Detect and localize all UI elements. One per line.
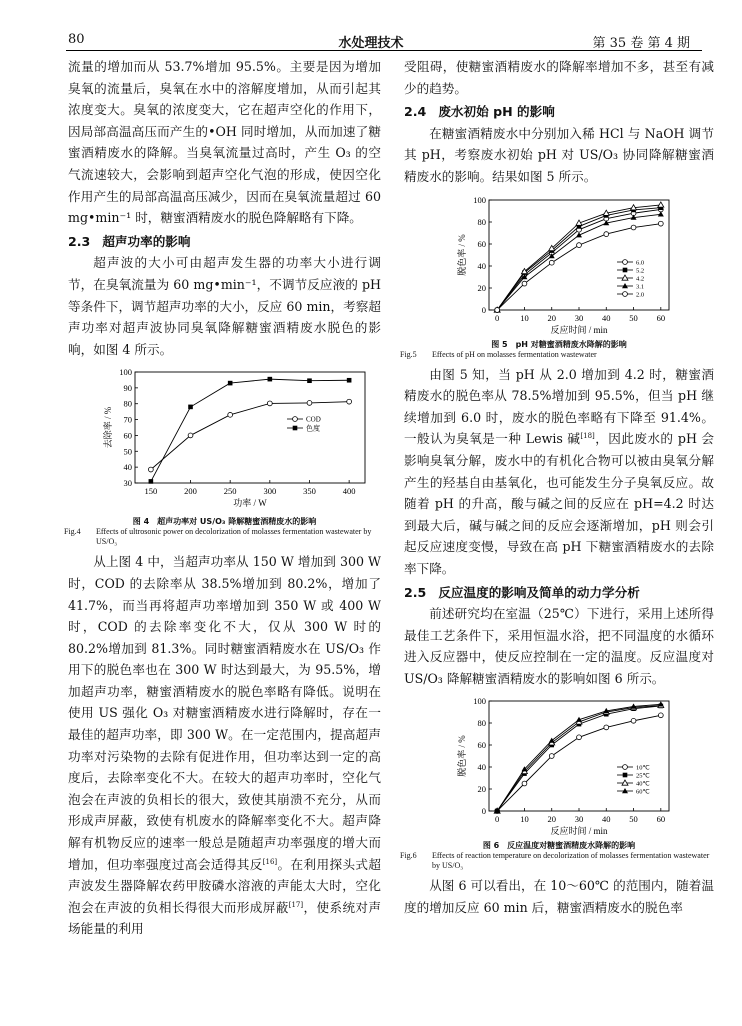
data-point (267, 377, 272, 382)
data-point (307, 379, 312, 384)
x-axis-label: 反应时间 / min (550, 324, 608, 335)
legend-label: 4.2 (636, 275, 645, 283)
data-point (227, 381, 232, 386)
x-axis-label: 功率 / W (232, 498, 267, 509)
data-point (604, 231, 609, 236)
left-column (64, 56, 382, 940)
text-run: ，因此废水的 pH 会影响臭氧分解，废水中的有机化合物可以被由臭氧分解产生的羟基自由基氧化，也可能发生分子臭氧反应。故随着 pH 的升高，酸与碱之间的反应在 pH=4.2 时达到最大后，碱与碱之间的反应会逐渐增加，pH 则会引起反应速度变慢，导致在高 pH 下糖蜜酒精废水的去除率下降。 (404, 431, 714, 576)
text-run: 由图 5 知，当 pH 从 2.0 增加到 4.2 时，糖蜜酒精废水的脱色率从 78.5%增加到 95.5%，但当 pH 继续增加到 6.0 时，废水的脱色率略有下降至 91.4%。一般认为臭氧是一种 Lewis 碱 (404, 366, 714, 447)
data-point (658, 713, 663, 718)
y-tick-label: 80 (477, 216, 486, 227)
y-tick-label: 70 (123, 414, 132, 425)
plot-frame (135, 372, 365, 483)
y-axis-label: 脱色率 / % (457, 233, 467, 276)
data-point (577, 242, 582, 247)
legend-label: 40℃ (636, 780, 650, 788)
data-point (658, 211, 664, 216)
page-number: 80 (68, 32, 85, 47)
data-point (631, 225, 636, 230)
data-point (549, 260, 554, 265)
legend-label: 25℃ (636, 772, 650, 780)
y-tick-label: 50 (123, 446, 132, 457)
y-tick-label: 40 (477, 260, 486, 271)
data-point (522, 782, 527, 787)
section-number: 2.4 (404, 104, 427, 120)
header-rule (66, 50, 702, 51)
data-point (522, 281, 527, 286)
y-tick-label: 100 (473, 696, 486, 707)
legend-label: 5.2 (636, 267, 645, 275)
section-heading (68, 231, 381, 253)
data-point (658, 221, 663, 226)
data-point (188, 405, 193, 410)
x-tick-label: 0 (495, 814, 500, 825)
citation: [16] (262, 857, 278, 866)
x-tick-label: 40 (602, 814, 611, 825)
x-tick-label: 10 (520, 814, 529, 825)
legend-label: 6.0 (636, 259, 645, 267)
section-number: 2.5 (404, 584, 427, 600)
x-tick-label: 60 (656, 814, 666, 825)
x-tick-label: 10 (520, 312, 529, 323)
y-tick-label: 20 (477, 282, 486, 293)
paragraph: 流量的增加而从 53.7%增加 95.5%。主要是因为增加臭氧的流量后，臭氧在水中的溶解度增加，从而引起其浓度变大。臭氧的浓度变大，它在超声空化的作用下，因局部高温高压而产生的•OH 同时增加，从而加速了糖蜜酒精废水的降解。当臭氧流量过高时，产生 O₃ 的空气流速较大，会影响到超声空化气泡的形成，使因空化作用产生的局部高温高压减少，因而在臭氧流量超过 60 mg•min⁻¹ 时，糖蜜酒精废水的脱色降解略有下降。 (68, 59, 381, 226)
data-point (148, 467, 153, 472)
legend-marker (623, 259, 628, 264)
citation: [18] (580, 432, 595, 441)
x-tick-label: 30 (574, 312, 584, 323)
y-tick-label: 100 (473, 194, 486, 205)
x-tick-label: 250 (223, 486, 237, 497)
figure-caption-en-text: Effects of ultrosonic power on decolorization of molasses fermentation wastewater by US/O₃ (96, 527, 372, 547)
x-tick-label: 400 (342, 486, 356, 497)
figure-caption-cn: 图 6 反应温度对糖蜜酒精废水降解的影响 (482, 841, 636, 851)
figure-caption-en-text: Effects of pH on molasses fermentation wastewater (432, 349, 597, 359)
right-column (400, 56, 714, 919)
x-tick-label: 40 (602, 312, 611, 323)
x-tick-label: 20 (547, 814, 556, 825)
legend-marker (623, 765, 628, 770)
x-tick-label: 300 (262, 486, 276, 497)
figure-label: Fig.5 (400, 349, 417, 359)
data-point (188, 433, 193, 438)
data-point (346, 378, 351, 383)
volume-issue: 第 35 卷 第 4 期 (592, 36, 690, 51)
data-point (604, 725, 609, 730)
y-tick-label: 60 (123, 430, 132, 441)
data-point (148, 479, 153, 484)
figure-5-chart (439, 194, 679, 339)
data-point (227, 413, 232, 418)
y-tick-label: 90 (123, 383, 132, 394)
figure-4-chart (75, 366, 375, 516)
section-title: 废水初始 pH 的影响 (438, 104, 555, 120)
y-tick-label: 80 (477, 718, 486, 729)
x-axis-label: 反应时间 / min (550, 826, 608, 837)
section-title: 反应温度的影响及简单的动力学分析 (438, 584, 640, 600)
figure-6-chart (439, 695, 679, 840)
data-point (346, 400, 351, 405)
text-run: ，使系统对声场能量的利用 (68, 899, 382, 937)
y-tick-label: 40 (477, 762, 486, 773)
data-point (577, 735, 582, 740)
legend-marker (622, 780, 628, 785)
y-tick-label: 100 (118, 367, 132, 378)
paragraph: 超声波的大小可由超声发生器的功率大小进行调节，在臭氧流量为 60 mg•min⁻¹，不调节反应液的 pH 等条件下，调节超声功率的大小，反应 60 min，考察超声功率对超声波协同臭氧降解糖蜜酒精废水脱色的影响，如图 4 所示。 (68, 255, 381, 357)
legend-marker (623, 291, 628, 296)
data-point (549, 754, 554, 759)
journal-title: 水处理技术 (338, 36, 404, 51)
figure-4 (64, 366, 381, 547)
x-tick-label: 30 (574, 814, 584, 825)
data-point (267, 401, 272, 406)
figure-label: Fig.4 (64, 527, 81, 537)
y-tick-label: 80 (123, 399, 132, 410)
figure-caption-en (400, 851, 714, 871)
legend-label: COD (305, 415, 321, 424)
y-axis-label: 脱色率 / % (457, 735, 467, 778)
figure-caption-en (400, 349, 714, 360)
legend-marker (622, 788, 628, 793)
text-run: 从上图 4 中，当超声功率从 150 W 增加到 300 W 时，COD 的去除率从 38.5%增加到 80.2%，增加了 41.7%，而当再将超声功率增加到 350 W 或 400 W 时，COD 的去除率变化不大，仅从 300 W 时的 80.2%增加到 81.3%。同时糖蜜酒精废水在 US/O₃ 作用下的脱色率也在 300 W 时达到最大，为 95.5%，增加超声功率，糖蜜酒精废水的脱色率略有降低。说明在使用 US 强化 O₃ 对糖蜜酒精废水进行降解时，存在一最佳的超声功率，即 300 W。在一定范围内，提高超声功率对污染物的去除有促进作用，但功率达到一定的高度后，去除率变化不大。在较大的超声功率时，空化气泡会在声波的负相长的很大，致使其崩溃不充分，从而形成声屏蔽，致使有机废水的降解率变化不大。超声降解有机物反应的速率一般总是随超声功率强度的增大而增加，但功率强度过高会适得其反 (68, 554, 381, 872)
figure-caption-cn: 图 4 超声功率对 US/O₃ 降解糖蜜酒精废水的影响 (132, 517, 317, 527)
figure-caption-cn: 图 5 pH 对糖蜜酒精废水降解的影响 (491, 339, 627, 349)
y-tick-label: 0 (481, 806, 486, 817)
data-point (631, 719, 636, 724)
y-tick-label: 40 (123, 462, 132, 473)
legend-marker (623, 773, 628, 778)
data-point (549, 738, 555, 743)
data-point (307, 401, 312, 406)
x-tick-label: 60 (656, 312, 666, 323)
figure-6 (400, 695, 714, 871)
data-point (658, 202, 664, 207)
legend-marker (292, 417, 297, 422)
section-heading (404, 582, 714, 604)
series-line (497, 716, 661, 812)
y-tick-label: 60 (477, 238, 486, 249)
x-tick-label: 0 (495, 312, 500, 323)
legend-marker (623, 267, 628, 272)
y-axis-label: 去除率 / % (102, 407, 113, 449)
x-tick-label: 200 (183, 486, 197, 497)
text-run: 。在利用探头式超声波发生器降解农药甲胺磷水溶液的声能太大时，空化泡会在声波的负相长得很大而形成屏蔽 (68, 856, 382, 915)
y-tick-label: 60 (477, 740, 486, 751)
paragraph (404, 364, 714, 580)
paragraph: 前述研究均在室温（25℃）下进行，采用上述所得最佳工艺条件下，采用恒温水浴，把不同温度的水循环进入反应器中，使反应控制在一定的温度。反应温度对 US/O₃ 降解糖蜜酒精废水的影响如图 6 所示。 (404, 606, 714, 686)
section-number: 2.3 (68, 233, 91, 249)
x-tick-label: 150 (143, 486, 157, 497)
legend-label: 2.0 (636, 291, 645, 299)
citation: [17] (288, 900, 304, 909)
legend-label: 3.1 (636, 283, 645, 291)
y-tick-label: 20 (477, 784, 486, 795)
figure-5 (400, 194, 714, 360)
legend-label: 10℃ (636, 764, 650, 772)
y-tick-label: 30 (123, 478, 132, 489)
legend-label: 色度 (305, 424, 320, 433)
section-title: 超声功率的影响 (102, 233, 191, 249)
paragraph: 从图 6 可以看出，在 10～60℃ 的范围内，随着温度的增加反应 60 min 后，糖蜜酒精废水的脱色率 (404, 878, 714, 916)
x-tick-label: 50 (629, 312, 638, 323)
paragraph (68, 551, 381, 940)
paragraph: 在糖蜜酒精废水中分别加入稀 HCl 与 NaOH 调节其 pH，考察废水初始 pH 对 US/O₃ 协同降解糖蜜酒精废水的影响。结果如图 5 所示。 (404, 125, 714, 184)
x-tick-label: 20 (547, 312, 556, 323)
section-heading (404, 101, 714, 123)
running-header (40, 32, 702, 52)
y-tick-label: 0 (481, 304, 486, 315)
data-point (576, 232, 582, 237)
figure-caption-en (64, 527, 381, 547)
paragraph: 受阻碍，使糖蜜酒精废水的降解率增加不多，甚至有减少的趋势。 (404, 59, 714, 96)
legend-label: 60℃ (636, 788, 650, 796)
x-tick-label: 350 (302, 486, 316, 497)
figure-caption-en-text: Effects of reaction temperature on decolorization of molasses fermentation wastewater by US/O₃ (432, 851, 710, 871)
data-point (495, 307, 500, 312)
figure-label: Fig.6 (400, 851, 417, 861)
x-tick-label: 50 (629, 814, 638, 825)
series-line (150, 402, 348, 470)
legend-marker (292, 426, 297, 431)
